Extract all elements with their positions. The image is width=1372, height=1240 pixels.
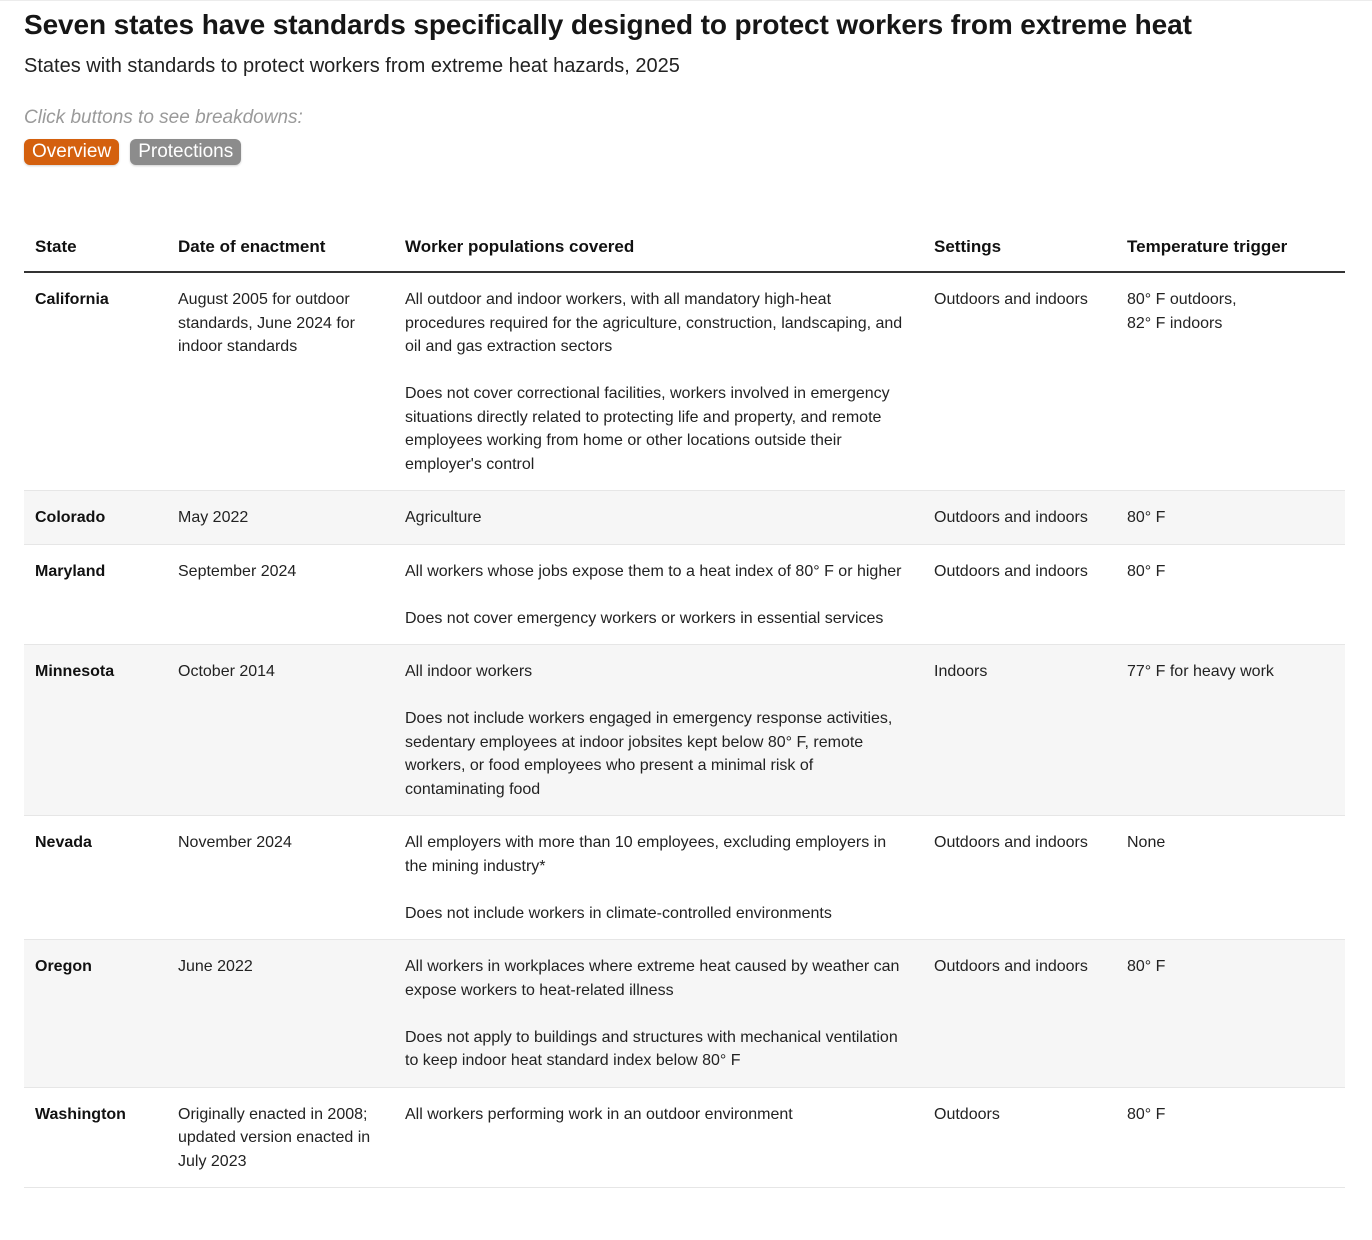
enactment-date: Originally enacted in 2008; updated version enacted in July 2023 (178, 1105, 371, 1170)
enactment-date: August 2005 for outdoor standards, June 2024 for indoor standards (178, 291, 356, 355)
state-cell (24, 272, 167, 491)
state-name: Washington (35, 1105, 126, 1123)
coverage-text: All indoor workers (405, 663, 533, 680)
state-name: California (35, 291, 109, 308)
top-divider (0, 0, 1372, 1)
settings-text: Outdoors (934, 1105, 1000, 1123)
table-row (24, 940, 1345, 1088)
coverage-exclusion-note: Does not cover correctional facilities, workers involved in emergency situations directly related to protecting life and property, and remote employees working from home or other locations outside their employer's control (405, 385, 890, 473)
column-header-coverage: Worker populations covered (394, 222, 923, 272)
column-header-trigger: Temperature trigger (1116, 222, 1345, 272)
temperature-trigger: 77° F for heavy work (1127, 663, 1274, 680)
coverage-text: All outdoor and indoor workers, with all mandatory high-heat procedures required for the agriculture, construction, landscaping, and oil and gas extraction sectors (405, 291, 903, 355)
breakdown-buttons (24, 139, 1345, 165)
coverage-exclusion-note: Does not include workers engaged in emergency response activities, sedentary employees at indoor jobsites kept below 80° F, remote workers, or food employees who present a minimal risk of contaminating food (405, 710, 893, 798)
trigger-cell (1116, 544, 1345, 645)
state-name: Maryland (35, 562, 106, 580)
state-name: Minnesota (35, 663, 115, 680)
temperature-trigger: 80° F (1127, 958, 1166, 975)
state-cell (24, 1087, 167, 1188)
temperature-trigger: 80° F (1127, 509, 1166, 526)
settings-text: Outdoors and indoors (934, 562, 1088, 580)
table-row (24, 645, 1345, 816)
table-body (24, 272, 1345, 1188)
table-header-row (24, 222, 1345, 272)
table-row (24, 1087, 1345, 1188)
settings-cell (923, 1087, 1116, 1188)
coverage-exclusion-note: Does not apply to buildings and structures with mechanical ventilation to keep indoor heat standard index below 80° F (405, 1028, 898, 1069)
date-cell (167, 544, 394, 645)
coverage-cell (394, 940, 923, 1088)
trigger-cell (1116, 816, 1345, 940)
temperature-trigger: 80° F (1127, 562, 1166, 580)
enactment-date: May 2022 (178, 509, 249, 526)
trigger-cell (1116, 645, 1345, 816)
date-cell (167, 272, 394, 491)
coverage-exclusion-note: Does not include workers in climate-controlled environments (405, 904, 832, 922)
settings-text: Outdoors and indoors (934, 291, 1088, 308)
table-row (24, 544, 1345, 645)
coverage-cell (394, 1087, 923, 1188)
table-row (24, 816, 1345, 940)
protections-button[interactable]: Protections (130, 139, 241, 165)
coverage-text: All workers performing work in an outdoor environment (405, 1105, 793, 1123)
chart-header (24, 8, 1345, 165)
settings-cell (923, 544, 1116, 645)
temperature-trigger: None (1127, 834, 1166, 851)
column-header-settings: Settings (923, 222, 1116, 272)
settings-text: Indoors (934, 663, 988, 680)
temperature-trigger-secondary: 82° F indoors (1127, 314, 1223, 332)
state-cell (24, 491, 167, 545)
coverage-exclusion-note: Does not cover emergency workers or workers in essential services (405, 609, 884, 627)
date-cell (167, 491, 394, 545)
settings-cell (923, 816, 1116, 940)
table-row (24, 491, 1345, 545)
temperature-trigger: 80° F outdoors, (1127, 291, 1237, 308)
column-header-date: Date of enactment (167, 222, 394, 272)
coverage-text: All employers with more than 10 employees, excluding employers in the mining industry* (405, 834, 887, 875)
breakdown-hint: Click buttons to see breakdowns: (24, 107, 303, 128)
settings-cell (923, 645, 1116, 816)
state-name: Nevada (35, 834, 92, 851)
coverage-text: All workers in workplaces where extreme heat caused by weather can expose workers to heat-related illness (405, 958, 900, 999)
trigger-cell (1116, 1087, 1345, 1188)
temperature-trigger: 80° F (1127, 1105, 1166, 1123)
settings-text: Outdoors and indoors (934, 958, 1088, 975)
coverage-text: Agriculture (405, 509, 482, 526)
date-cell (167, 645, 394, 816)
enactment-date: September 2024 (178, 562, 297, 580)
state-cell (24, 940, 167, 1088)
date-cell (167, 816, 394, 940)
settings-text: Outdoors and indoors (934, 834, 1088, 851)
trigger-cell (1116, 272, 1345, 491)
heat-standards-table (24, 222, 1345, 1188)
state-cell (24, 645, 167, 816)
trigger-cell (1116, 491, 1345, 545)
state-name: Colorado (35, 509, 106, 526)
coverage-cell (394, 491, 923, 545)
page-subtitle: States with standards to protect workers from extreme heat hazards, 2025 (24, 55, 680, 77)
enactment-date: November 2024 (178, 834, 292, 851)
page-title: Seven states have standards specifically designed to protect workers from extreme heat (24, 9, 1192, 40)
state-cell (24, 816, 167, 940)
enactment-date: October 2014 (178, 663, 275, 680)
coverage-cell (394, 816, 923, 940)
coverage-cell (394, 645, 923, 816)
state-name: Oregon (35, 958, 92, 975)
column-header-state: State (24, 222, 167, 272)
date-cell (167, 940, 394, 1088)
settings-cell (923, 491, 1116, 545)
enactment-date: June 2022 (178, 958, 253, 975)
coverage-cell (394, 544, 923, 645)
date-cell (167, 1087, 394, 1188)
overview-button[interactable]: Overview (24, 139, 119, 165)
settings-cell (923, 272, 1116, 491)
settings-text: Outdoors and indoors (934, 509, 1088, 526)
table-row (24, 272, 1345, 491)
settings-cell (923, 940, 1116, 1088)
state-cell (24, 544, 167, 645)
coverage-cell (394, 272, 923, 491)
coverage-text: All workers whose jobs expose them to a heat index of 80° F or higher (405, 562, 902, 580)
trigger-cell (1116, 940, 1345, 1088)
